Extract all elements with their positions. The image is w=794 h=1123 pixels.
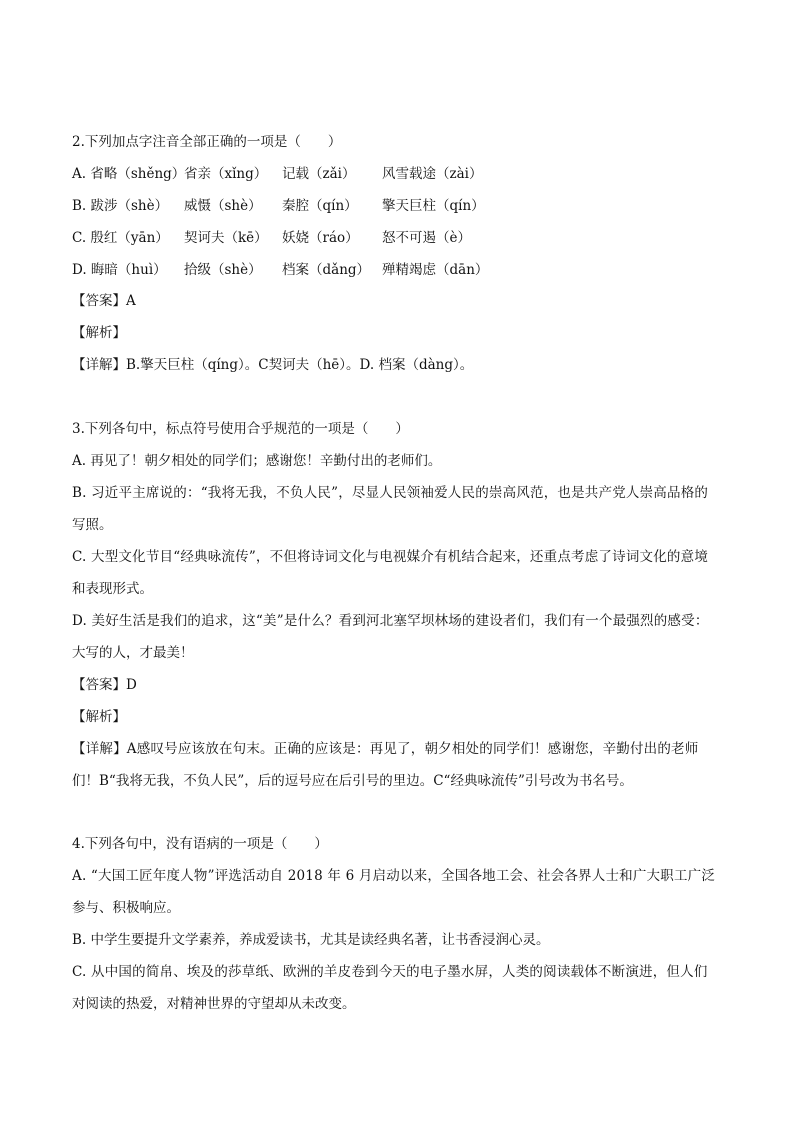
q3-option-d-line-2: 大写的人，才最美！ [72, 645, 194, 661]
q2-option-a [72, 164, 482, 184]
q2-c-item-4: 怒不可遏（è） [382, 230, 471, 246]
q3-detail-line-2: 们！B“我将无我，不负人民”，后的逗号应在后引号的里边。C“经典咏流传”引号改为书名号。 [72, 773, 633, 789]
q4-option-b: B. 中学生要提升文学素养，养成爱读书，尤其是读经典名著，让书香浸润心灵。 [72, 932, 550, 948]
q3-option-b-line-1: B. 习近平主席说的：“我将无我，不负人民”，尽显人民领袖爱人民的崇高风范，也是共产党人崇高品格的 [72, 485, 709, 501]
q2-b-item-3: 秦腔（qín） [282, 198, 358, 214]
q4-option-c-line-1: C. 从中国的简帛、埃及的莎草纸、欧洲的羊皮卷到今天的电子墨水屏，人类的阅读载体不断演进，但人们 [72, 964, 708, 980]
q2-c-item-2: 契诃夫（kē） [184, 230, 268, 246]
q3-option-d-line-1: D. 美好生活是我们的追求，这“美”是什么？看到河北塞罕坝林场的建设者们，我们有一个最强烈的感受： [72, 613, 709, 629]
q3-title: 3.下列各句中，标点符号使用合乎规范的一项是（ ） [72, 421, 409, 437]
q2-option-c [72, 228, 471, 248]
q4-option-a-line-1: A. “大国工匠年度人物”评选活动自 2018 年 6 月启动以来，全国各地工会、社会各界人士和广大职工广泛 [72, 868, 716, 884]
q3-analysis-heading: 【解析】 [72, 709, 126, 725]
q2-analysis-heading: 【解析】 [72, 325, 126, 341]
q2-option-b [72, 196, 485, 216]
q2-b-item-4: 擎天巨柱（qín） [382, 198, 485, 214]
q2-title: 2.下列加点字注音全部正确的一项是（ ） [72, 134, 342, 150]
q2-c-item-3: 妖娆（ráo） [282, 230, 359, 246]
q2-d-item-1: D. 晦暗（huì） [72, 262, 167, 278]
q2-d-item-2: 拾级（shè） [184, 262, 262, 278]
q2-d-item-4: 殚精竭虑（dān） [382, 262, 489, 278]
q2-d-item-3: 档案（dǎng） [282, 262, 371, 278]
q2-b-item-2: 威慑（shè） [184, 198, 262, 214]
q2-a-item-3: 记载（zǎi） [282, 166, 356, 182]
q2-answer: 【答案】A [72, 293, 136, 309]
q2-c-item-1: C. 殷红（yān） [72, 230, 169, 246]
q2-a-item-1: A. 省略（shěng） [72, 166, 186, 182]
q2-option-d [72, 260, 488, 280]
q4-title: 4.下列各句中，没有语病的一项是（ ） [72, 836, 328, 852]
q2-b-item-1: B. 跋涉（shè） [72, 198, 169, 214]
q4-option-c-line-2: 对阅读的热爱，对精神世界的守望却从未改变。 [72, 996, 356, 1012]
q4-option-a-line-2: 参与、积极响应。 [72, 900, 180, 916]
q2-detail: 【详解】B.擎天巨柱（qíng）。C契诃夫（hē）。D. 档案（dàng）。 [72, 357, 474, 373]
q3-answer: 【答案】D [72, 677, 137, 693]
q3-option-c-line-2: 和表现形式。 [72, 581, 153, 597]
q3-detail-line-1: 【详解】A感叹号应该放在句末。正确的应该是：再见了，朝夕相处的同学们！感谢您，辛勤付出的老师 [72, 741, 699, 757]
q2-a-item-2: 省亲（xǐng） [184, 166, 268, 182]
q2-a-item-4: 风雪载途（zài） [382, 166, 483, 182]
q3-option-b-line-2: 写照。 [72, 517, 113, 533]
q3-option-a: A. 再见了！朝夕相处的同学们；感谢您！辛勤付出的老师们。 [72, 453, 442, 469]
q3-option-c-line-1: C. 大型文化节目“经典咏流传”，不但将诗词文化与电视媒介有机结合起来，还重点考虑了诗词文化的意境 [72, 549, 709, 565]
